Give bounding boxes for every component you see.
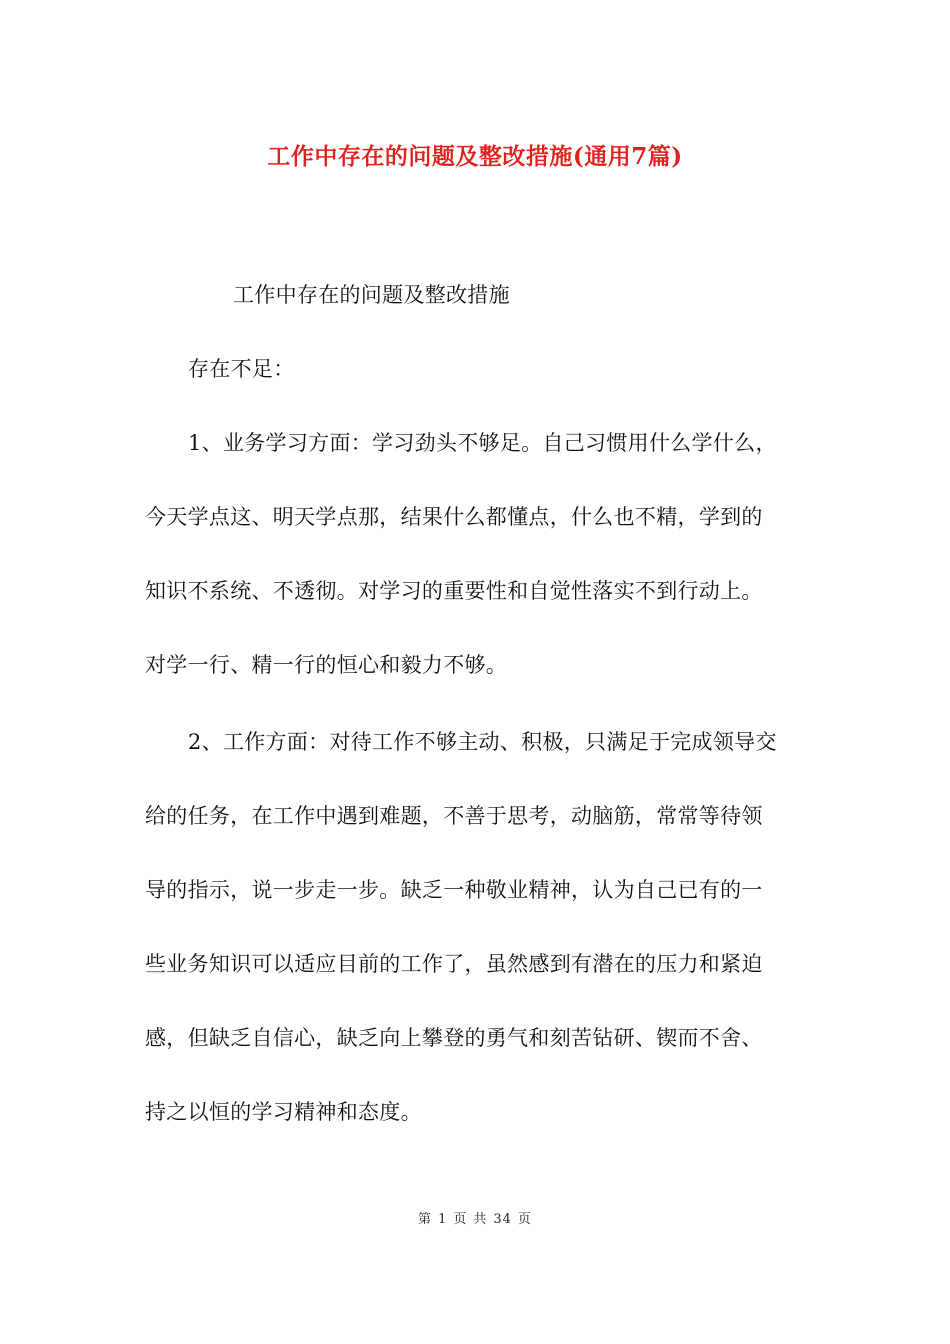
paragraph-line: 感，但缺乏自信心，缺乏向上攀登的勇气和刻苦钻研、锲而不舍、 — [145, 1026, 763, 1050]
section-heading: 存在不足： — [188, 357, 295, 381]
page-footer — [0, 1208, 950, 1227]
document-subtitle: 工作中存在的问题及整改措施 — [233, 283, 510, 307]
current-page-number: 1 — [438, 1212, 448, 1227]
paragraph-line: 今天学点这、明天学点那，结果什么都懂点，什么也不精，学到的 — [145, 505, 763, 529]
paragraph-line: 些业务知识可以适应目前的工作了，虽然感到有潜在的压力和紧迫 — [145, 952, 763, 976]
footer-total-word: 共 — [473, 1212, 488, 1227]
paragraph-line: 对学一行、精一行的恒心和毅力不够。 — [145, 653, 508, 677]
paragraph-line: 1、业务学习方面：学习劲头不够足。自己习惯用什么学什么， — [188, 431, 777, 455]
footer-suffix: 页 — [517, 1212, 532, 1227]
footer-page-word: 页 — [453, 1212, 468, 1227]
document-title: 工作中存在的问题及整改措施(通用7篇) — [267, 143, 683, 170]
paragraph-line: 知识不系统、不透彻。对学习的重要性和自觉性落实不到行动上。 — [145, 579, 763, 603]
paragraph-line: 持之以恒的学习精神和态度。 — [145, 1100, 422, 1124]
footer-prefix: 第 — [418, 1212, 433, 1227]
total-pages-number: 34 — [493, 1212, 512, 1227]
paragraph-line: 给的任务，在工作中遇到难题，不善于思考，动脑筋，常常等待领 — [145, 804, 763, 828]
paragraph-line: 导的指示，说一步走一步。缺乏一种敬业精神，认为自己已有的一 — [145, 878, 763, 902]
paragraph-line: 2、工作方面：对待工作不够主动、积极，只满足于完成领导交 — [188, 730, 777, 754]
